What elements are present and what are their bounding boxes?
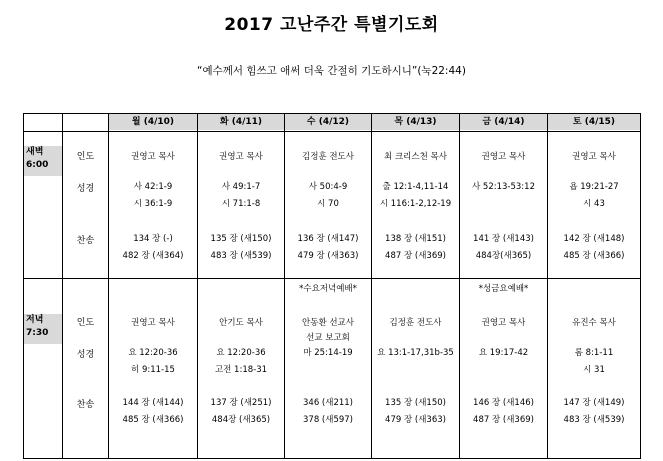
day-header: 월 (4/10) xyxy=(109,114,197,130)
session-time: 7:30 xyxy=(26,328,49,338)
scripture-line: 요 19:17-42 xyxy=(478,348,529,358)
header-divider xyxy=(23,131,641,132)
day-header: 화 (4/11) xyxy=(198,114,284,130)
scripture-line: 시 70 xyxy=(317,199,339,209)
row-label-scripture: 성경 xyxy=(76,184,95,194)
dawn-scripture xyxy=(198,179,284,213)
day-header: 목 (4/13) xyxy=(372,114,459,130)
special-service-wednesday: *수요저녁예배* xyxy=(299,284,357,294)
scripture-line: 시 36:1-9 xyxy=(133,199,173,209)
dawn-lead: 김정훈 전도사 xyxy=(302,152,354,162)
scripture-line: 마 25:14-19 xyxy=(303,348,353,358)
dawn-hymn xyxy=(109,231,197,265)
evening-lead: 권영고 목사 xyxy=(481,318,526,328)
scripture-line: 사 52:13-53:12 xyxy=(472,182,535,192)
special-service-friday: *성금요예배* xyxy=(478,284,529,294)
evening-hymn xyxy=(548,395,640,429)
hymn-line: 346 (새211) xyxy=(303,398,353,408)
hymn-line: 146 장 (새146) xyxy=(473,398,534,408)
scripture-line: 롬 8:1-11 xyxy=(574,348,614,358)
hymn-line: 484장(새365) xyxy=(475,251,532,261)
hymn-line: 485 장 (새366) xyxy=(122,415,184,425)
scripture-line: 시 31 xyxy=(583,365,605,375)
hymn-line: 136 장 (새147) xyxy=(297,234,359,244)
dawn-scripture xyxy=(460,179,547,196)
dawn-hymn xyxy=(285,231,371,265)
row-label-hymn: 찬송 xyxy=(76,236,95,246)
evening-scripture xyxy=(109,345,197,379)
dawn-lead: 권영고 목사 xyxy=(572,152,616,162)
dawn-scripture xyxy=(548,179,640,213)
session-label-dawn xyxy=(24,146,62,176)
evening-lead: 김정훈 전도사 xyxy=(389,318,442,328)
day-header: 수 (4/12) xyxy=(285,114,371,130)
scripture-line: 시 71:1-8 xyxy=(221,199,261,209)
evening-hymn xyxy=(109,395,197,429)
hymn-line: 141 장 (새143) xyxy=(473,234,534,244)
dawn-hymn xyxy=(372,231,459,265)
row-label-lead: 인도 xyxy=(76,318,95,328)
dawn-lead: 권영고 목사 xyxy=(131,152,175,162)
scripture-line: 시 43 xyxy=(583,199,605,209)
dawn-scripture xyxy=(285,179,371,213)
scripture-line: 출 12:1-4,11-14 xyxy=(382,182,449,192)
hymn-line: 137 장 (새251) xyxy=(210,398,272,408)
scripture-line: 고전 1:18-31 xyxy=(214,365,268,375)
evening-hymn xyxy=(372,395,459,429)
evening-scripture xyxy=(460,345,547,362)
row-label-scripture: 성경 xyxy=(76,350,95,360)
prayer-schedule-table xyxy=(23,113,641,459)
hymn-line: 144 장 (새144) xyxy=(122,398,184,408)
hymn-line: 134 장 (-) xyxy=(133,234,173,244)
evening-scripture xyxy=(548,345,640,379)
hymn-line: 138 장 (새151) xyxy=(385,234,446,244)
evening-hymn xyxy=(198,395,284,429)
evening-lead: 유진수 목사 xyxy=(572,318,616,328)
row-label-hymn: 찬송 xyxy=(76,400,95,410)
session-time: 6:00 xyxy=(26,160,49,170)
evening-scripture xyxy=(372,345,459,362)
evening-lead: 권영고 목사 xyxy=(131,318,175,328)
dawn-hymn xyxy=(548,231,640,265)
hymn-line: 135 장 (새150) xyxy=(385,398,446,408)
session-name: 저녁 xyxy=(26,315,44,325)
table-border-bottom xyxy=(23,458,641,459)
evening-hymn xyxy=(285,395,371,429)
scripture-verse: “예수께서 힘쓰고 애써 더욱 간절히 기도하시니”(눅22:44) xyxy=(197,65,466,77)
dawn-scripture xyxy=(109,179,197,213)
dawn-hymn xyxy=(460,231,547,265)
session-label-evening xyxy=(24,314,62,344)
page-title: 2017 고난주간 특별기도회 xyxy=(224,15,439,35)
scripture-line: 사 42:1-9 xyxy=(133,182,173,192)
scripture-line: 사 50:4-9 xyxy=(308,182,348,192)
day-header: 토 (4/15) xyxy=(548,114,640,130)
hymn-line: 142 장 (새148) xyxy=(563,234,625,244)
dawn-hymn xyxy=(198,231,284,265)
scripture-line: 요 12:20-36 xyxy=(216,348,266,358)
session-name: 새벽 xyxy=(26,147,44,157)
hymn-line: 378 (새597) xyxy=(303,415,353,425)
hymn-line: 483 장 (새539) xyxy=(563,415,625,425)
scripture-line: 사 49:1-7 xyxy=(221,182,261,192)
day-header: 금 (4/14) xyxy=(460,114,547,130)
evening-lead xyxy=(285,316,371,346)
scripture-line: 욥 19:21-27 xyxy=(569,182,619,192)
session-divider xyxy=(23,278,641,279)
hymn-line: 484장 (새365) xyxy=(211,415,271,425)
col-divider xyxy=(640,113,641,459)
hymn-line: 479 장 (새363) xyxy=(297,251,359,261)
scripture-line: 시 116:1-2,12-19 xyxy=(379,199,452,209)
dawn-lead: 최 크리스천 목사 xyxy=(384,152,447,162)
lead-line: 선교 보고회 xyxy=(306,333,350,343)
hymn-line: 482 장 (새364) xyxy=(122,251,184,261)
evening-hymn xyxy=(460,395,547,429)
evening-scripture xyxy=(285,345,371,362)
hymn-line: 483 장 (새539) xyxy=(210,251,272,261)
scripture-line: 요 13:1-17,31b-35 xyxy=(377,348,454,358)
scripture-line: 히 9:11-15 xyxy=(131,365,175,375)
dawn-lead: 권영고 목사 xyxy=(219,152,263,162)
hymn-line: 147 장 (새149) xyxy=(563,398,625,408)
hymn-line: 485 장 (새366) xyxy=(563,251,625,261)
row-label-lead: 인도 xyxy=(76,152,95,162)
evening-lead: 안기도 목사 xyxy=(219,318,263,328)
hymn-line: 135 장 (새150) xyxy=(210,234,272,244)
hymn-line: 479 장 (새363) xyxy=(385,415,446,425)
scripture-line: 요 12:20-36 xyxy=(128,348,178,358)
hymn-line: 487 장 (새369) xyxy=(385,251,446,261)
dawn-lead: 권영고 목사 xyxy=(481,152,526,162)
evening-scripture xyxy=(198,345,284,379)
dawn-scripture xyxy=(372,179,459,213)
lead-line: 안동환 선교사 xyxy=(302,318,354,328)
hymn-line: 487 장 (새369) xyxy=(473,415,534,425)
